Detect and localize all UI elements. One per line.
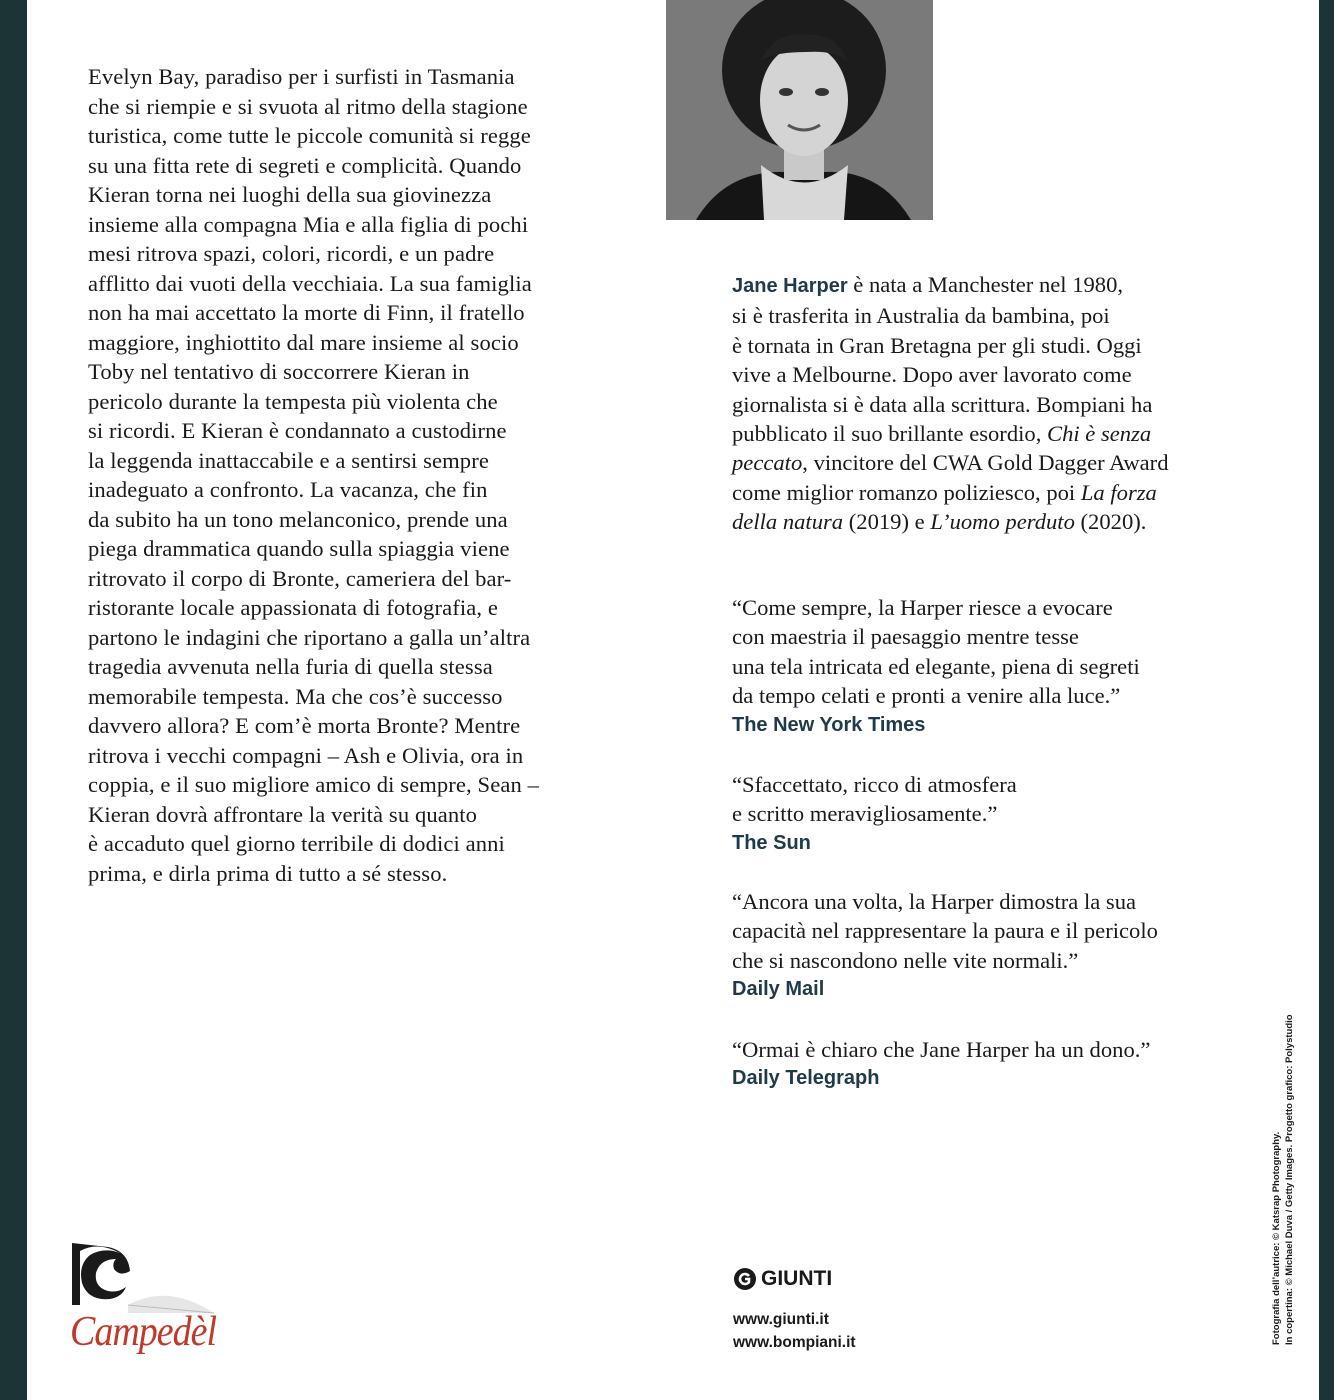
- author-name: Jane Harper: [732, 275, 848, 297]
- synopsis-line: Kieran torna nei luoghi della sua giovinezza: [88, 182, 492, 207]
- synopsis-line: è accaduto quel giorno terribile di dodici anni: [88, 831, 505, 856]
- publisher-logo: [733, 1266, 832, 1292]
- synopsis-line: turistica, come tutte le piccole comunità si regge: [88, 123, 531, 148]
- synopsis-line: Toby nel tentativo di soccorrere Kieran in: [88, 359, 470, 384]
- book-title: La forza: [1080, 479, 1157, 505]
- review-source: Daily Mail: [732, 978, 825, 1001]
- review-quote-nyt: “Come sempre, la Harper riesce a evocare con maestria il paesaggio mentre tesse una tela intricata ed elegante, piena di segreti da tempo celati e pronti a venire alla luce.” The New York Times: [732, 593, 1252, 740]
- link-giunti[interactable]: www.giunti.it: [733, 1311, 829, 1328]
- synopsis-line: su una fitta rete di segreti e complicità. Quando: [88, 152, 522, 178]
- book-title: L’uomo perduto: [930, 509, 1075, 535]
- synopsis-line: tragedia avvenuta nella furia di quella stessa: [88, 654, 493, 679]
- synopsis-line: ritrovato il corpo di Bronte, cameriera del bar-: [88, 565, 512, 591]
- review-source: Daily Telegraph: [732, 1067, 880, 1090]
- author-portrait-icon: [666, 0, 933, 220]
- image-credits: Fotografia dell’autrice: © Katsrap Photography. In copertina: © Michael Duva / Getty Images. Progetto grafico: Polystudio: [1271, 1014, 1295, 1345]
- synopsis-line: inadeguato a confronto. La vacanza, che fin: [88, 477, 488, 502]
- synopsis-line: che si riempie e si svuota al ritmo della stagione: [88, 93, 528, 119]
- synopsis-line: non ha mai accettato la morte di Finn, il fratello: [88, 300, 525, 325]
- library-stamp-text: Campedèl: [70, 1308, 217, 1356]
- synopsis-line: maggiore, inghiottito dal mare insieme al socio: [88, 329, 519, 355]
- giunti-g-icon: [733, 1267, 757, 1291]
- author-bio: Jane Harper è nata a Manchester nel 1980, si è trasferita in Australia da bambina, poi è tornata in Gran Bretagna per gli studi. Oggi vive a Melbourne. Dopo aver lavorato come giornalista si è data alla scrittura. Bompiani ha pubblicato il suo brillante esordio, Chi è senza peccato, vincitore del CWA Gold Dagger Award come miglior romanzo poliziesco, poi La forza della natura (2019) e L’uomo perduto (2020).: [732, 272, 1169, 535]
- book-title: peccato: [732, 450, 803, 476]
- synopsis-line: pericolo durante la tempesta più violenta che: [88, 388, 498, 414]
- review-quote-telegraph: “Ormai è chiaro che Jane Harper ha un dono.” Daily Telegraph: [732, 1035, 1252, 1093]
- synopsis-line: piega drammatica quando sulla spiaggia viene: [88, 536, 510, 561]
- review-source: The New York Times: [732, 713, 926, 736]
- synopsis-line: insieme alla compagna Mia e alla figlia di pochi: [88, 211, 529, 237]
- synopsis-line: davvero allora? E com’è morta Bronte? Mentre: [88, 713, 521, 738]
- review-quote-daily-mail: “Ancora una volta, la Harper dimostra la sua capacità nel rappresentare la paura e il pericolo che si nascondono nelle vite normali.” Daily Mail: [732, 887, 1252, 1004]
- synopsis-line: afflitto dai vuoti della vecchiaia. La sua famiglia: [88, 270, 532, 296]
- publisher-links: [733, 1308, 856, 1354]
- synopsis-line: da subito ha un tono melanconico, prende una: [88, 506, 508, 532]
- review-source: The Sun: [732, 831, 811, 854]
- author-photo: [666, 0, 933, 220]
- synopsis-line: coppia, e il suo migliore amico di sempre, Sean –: [88, 772, 540, 797]
- synopsis-line: si ricordi. E Kieran è condannato a custodirne: [88, 418, 507, 443]
- publisher-name: GIUNTI: [761, 1267, 833, 1290]
- synopsis-line: ritrova i vecchi compagni – Ash e Olivia, ora in: [88, 742, 524, 768]
- synopsis-line: ristorante locale appassionata di fotografia, e: [88, 595, 498, 620]
- synopsis-line: memorabile tempesta. Ma che cos’è successo: [88, 683, 503, 709]
- book-title: della natura: [732, 509, 844, 535]
- synopsis-line: mesi ritrova spazi, colori, ricordi, e un padre: [88, 241, 495, 266]
- synopsis-line: Kieran dovrà affrontare la verità su quanto: [88, 801, 478, 827]
- synopsis-line: la leggenda inattaccabile e a sentirsi sempre: [88, 447, 489, 473]
- link-bompiani[interactable]: www.bompiani.it: [733, 1334, 856, 1351]
- book-title: Chi è senza: [1047, 421, 1152, 447]
- book-synopsis: [88, 62, 618, 888]
- synopsis-line: partono le indagini che riportano a galla un’altra: [88, 624, 531, 650]
- review-quote-sun: “Sfaccettato, ricco di atmosfera e scritto meravigliosamente.” The Sun: [732, 770, 1252, 858]
- synopsis-line: prima, e dirla prima di tutto a sé stesso.: [88, 860, 448, 886]
- synopsis-line: Evelyn Bay, paradiso per i surfisti in Tasmania: [88, 64, 515, 89]
